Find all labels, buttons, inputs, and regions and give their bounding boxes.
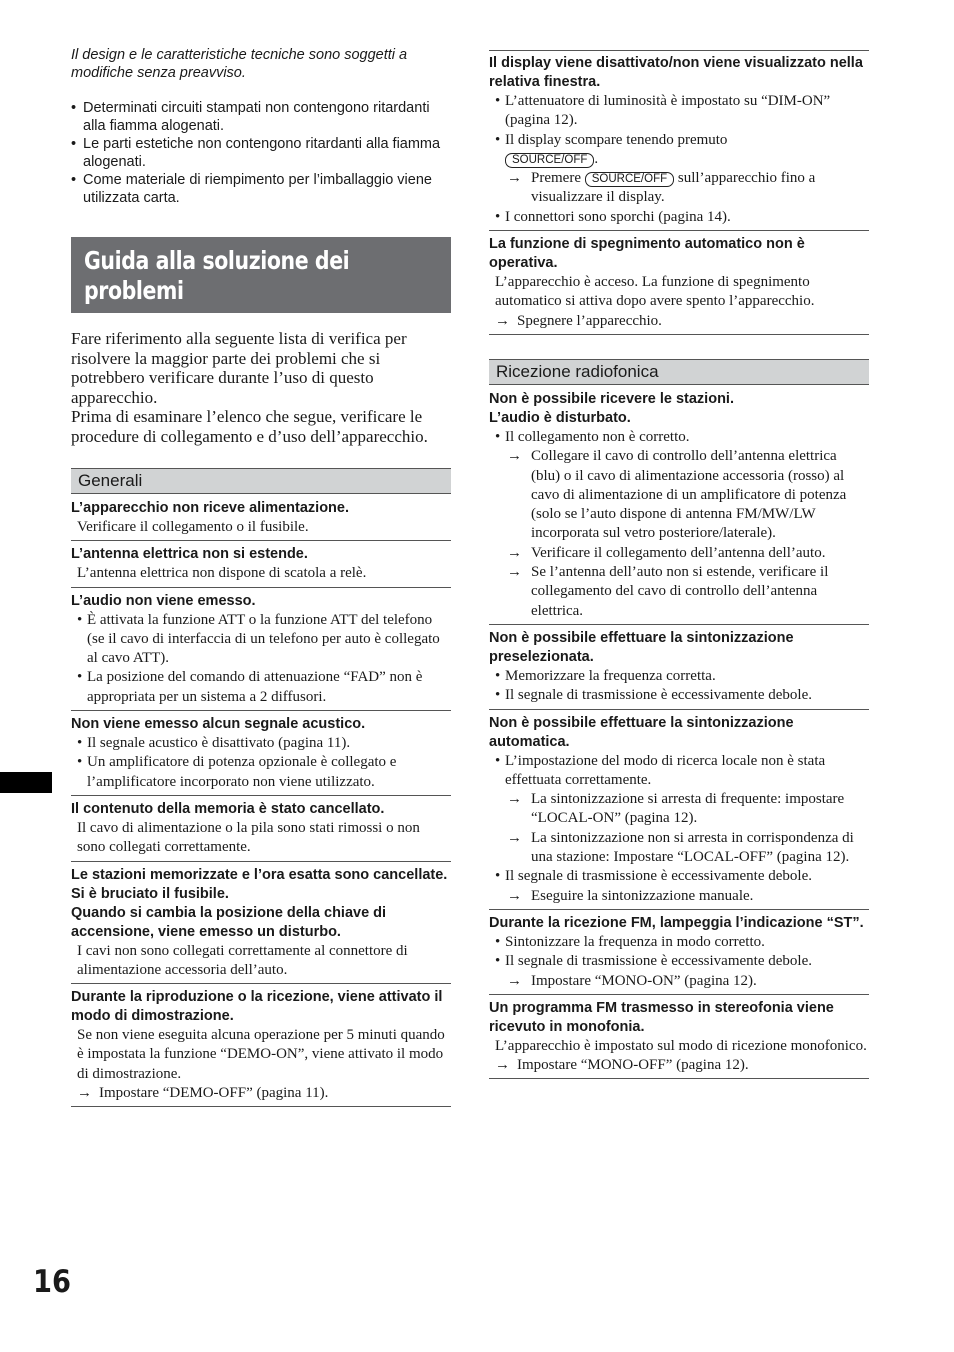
troubleshoot-entry bbox=[71, 798, 451, 862]
list-item: • Le parti estetiche non contengono ritardanti alla fiamma alogenati. bbox=[71, 135, 451, 171]
title-banner bbox=[71, 237, 451, 313]
troubleshoot-entry bbox=[489, 388, 869, 625]
remedy-step bbox=[489, 447, 869, 543]
troubleshoot-entry bbox=[71, 864, 451, 985]
remedy-text: Collegare il cavo di controllo dell’antenna elettrica (blu) o il cavo di alimentazione accessoria (rosso) al cavo di alimentazione di un amplificatore di potenza (solo se l’auto dispone di antenna FM/MW/LW incorporata sul vetro posteriore/laterale). bbox=[531, 448, 847, 542]
cause-bullet: • Sintonizzare la frequenza in modo corretto. bbox=[489, 933, 869, 952]
cause-bullet: • I connettori sono sporchi (pagina 14). bbox=[489, 208, 869, 227]
cause-bullet: • L’attenuatore di luminosità è impostato su “DIM-ON” (pagina 12). bbox=[489, 92, 869, 131]
problem-heading: Un programma FM trasmesso in stereofonia viene ricevuto in monofonia. bbox=[489, 999, 834, 1035]
section-heading-generali: Generali bbox=[71, 468, 451, 494]
left-column bbox=[71, 46, 451, 1109]
remedy-step bbox=[489, 829, 869, 868]
troubleshoot-entry bbox=[71, 497, 451, 541]
arrow-icon: → bbox=[495, 1057, 510, 1074]
arrow-icon: → bbox=[507, 544, 522, 561]
cause-bullet: • L’impostazione del modo di ricerca locale non è stata effettuata correttamente. bbox=[489, 752, 869, 791]
cause-text: Il display scompare tenendo premuto bbox=[505, 131, 728, 148]
problem-heading: L’audio non viene emesso. bbox=[71, 592, 256, 609]
troubleshoot-entry bbox=[489, 50, 869, 231]
problem-heading: Durante la ricezione FM, lampeggia l’indicazione “ST”. bbox=[489, 914, 864, 931]
page-number: 16 bbox=[33, 1264, 71, 1300]
solution-text: L’apparecchio è impostato sul modo di ricezione monofonico. bbox=[495, 1037, 867, 1054]
disclaimer: Il design e le caratteristiche tecniche sono soggetti a modifiche senza preavviso. bbox=[71, 47, 408, 81]
remedy-text: Impostare “MONO-ON” (pagina 12). bbox=[531, 972, 757, 989]
arrow-icon: → bbox=[507, 829, 522, 846]
section-edge-tab bbox=[0, 772, 52, 793]
arrow-icon: → bbox=[495, 312, 510, 329]
problem-heading: Non è possibile effettuare la sintonizzazione preselezionata. bbox=[489, 629, 794, 665]
remedy-text: Impostare “MONO-OFF” (pagina 12). bbox=[517, 1057, 749, 1074]
remedy-step bbox=[489, 563, 869, 621]
cause-bullet: • Il segnale di trasmissione è eccessivamente debole. bbox=[489, 686, 869, 705]
solution-text: I cavi non sono collegati correttamente al connettore di alimentazione accessoria dell’auto. bbox=[77, 942, 408, 978]
page-title-line: Guida alla soluzione dei bbox=[84, 246, 350, 275]
cause-bullet: • Il display scompare tenendo premuto SOURCE/OFF . bbox=[489, 131, 869, 170]
cause-bullet: • È attivata la funzione ATT o la funzione ATT del telefono (se il cavo di interfaccia di un telefono per auto è collegato al cavo ATT). bbox=[71, 611, 451, 669]
remedy-step bbox=[489, 887, 869, 906]
list-item: • Come materiale di riempimento per l’imballaggio viene utilizzata carta. bbox=[71, 171, 451, 207]
problem-heading: Si è bruciato il fusibile. bbox=[71, 885, 229, 902]
arrow-icon: → bbox=[507, 170, 522, 187]
cause-bullet: • La posizione del comando di attenuazione “FAD” non è appropriata per un sistema a 2 diffusori. bbox=[71, 668, 451, 707]
troubleshoot-entry bbox=[489, 912, 869, 995]
arrow-icon: → bbox=[507, 564, 522, 581]
problem-heading: Non viene emesso alcun segnale acustico. bbox=[71, 716, 366, 733]
source-off-button-label: SOURCE/OFF bbox=[585, 172, 674, 187]
troubleshoot-entry bbox=[489, 712, 869, 910]
troubleshoot-entry bbox=[71, 590, 451, 711]
problem-heading: La funzione di spegnimento automatico non è operativa. bbox=[489, 236, 805, 272]
remedy-text: Impostare “DEMO-OFF” (pagina 11). bbox=[99, 1085, 329, 1102]
problem-heading: Non è possibile ricevere le stazioni. bbox=[489, 390, 734, 407]
remedy-step bbox=[489, 1056, 869, 1075]
solution-text: L’apparecchio è acceso. La funzione di spegnimento automatico si attiva dopo avere spento l’apparecchio. bbox=[495, 274, 815, 310]
troubleshoot-entry bbox=[71, 986, 451, 1107]
remedy-step bbox=[71, 1084, 451, 1103]
problem-heading: L’audio è disturbato. bbox=[489, 409, 631, 426]
arrow-icon: → bbox=[507, 972, 522, 989]
arrow-icon: → bbox=[507, 791, 522, 808]
problem-heading: Non è possibile effettuare la sintonizzazione automatica. bbox=[489, 714, 794, 750]
problem-heading: Il contenuto della memoria è stato cancellato. bbox=[71, 800, 385, 817]
right-column bbox=[489, 50, 869, 1081]
intro-paragraph bbox=[71, 329, 451, 446]
arrow-icon: → bbox=[77, 1085, 92, 1102]
cause-bullet: • Il segnale di trasmissione è eccessivamente debole. bbox=[489, 867, 869, 886]
solution-text: Il cavo di alimentazione o la pila sono stati rimossi o non sono collegati correttamente. bbox=[77, 819, 420, 856]
environmental-notes bbox=[71, 99, 451, 207]
solution-text: Verificare il collegamento o il fusibile. bbox=[77, 519, 309, 535]
remedy-text: Premere bbox=[531, 170, 581, 187]
remedy-text: Eseguire la sintonizzazione manuale. bbox=[531, 887, 754, 904]
remedy-text: sull’apparecchio fino a visualizzare il display. bbox=[531, 170, 816, 206]
troubleshoot-entry bbox=[489, 233, 869, 335]
problem-heading: Le stazioni memorizzate e l’ora esatta sono cancellate. bbox=[71, 866, 448, 883]
remedy-text: La sintonizzazione non si arresta in corrispondenza di una stazione: Impostare “LOCAL-OFF” (pagina 12). bbox=[531, 829, 854, 866]
troubleshoot-entry bbox=[71, 543, 451, 587]
arrow-icon: → bbox=[507, 448, 522, 465]
remedy-step bbox=[489, 544, 869, 563]
intro-text: Prima di esaminare l’elenco che segue, verificare le procedure di collegamento e d’uso dell’apparecchio. bbox=[71, 407, 428, 446]
remedy-step bbox=[489, 169, 869, 208]
arrow-icon: → bbox=[507, 887, 522, 904]
section-heading-ricezione: Ricezione radiofonica bbox=[489, 359, 869, 385]
source-off-button-label: SOURCE/OFF bbox=[505, 153, 594, 168]
remedy-step bbox=[489, 972, 869, 991]
troubleshoot-entry bbox=[71, 713, 451, 796]
page-title-line: problemi bbox=[84, 276, 184, 305]
problem-heading: Quando si cambia la posizione della chiave di accensione, viene emesso un disturbo. bbox=[71, 904, 387, 940]
solution-text: L’antenna elettrica non dispone di scatola a relè. bbox=[77, 565, 367, 582]
page-title bbox=[84, 246, 374, 306]
cause-bullet: • Il segnale acustico è disattivato (pagina 11). bbox=[71, 734, 451, 753]
remedy-text: Se l’antenna dell’auto non si estende, verificare il collegamento del cavo di controllo dell’antenna elettrica. bbox=[531, 564, 829, 619]
cause-bullet: • Il segnale di trasmissione è eccessivamente debole. bbox=[489, 952, 869, 971]
intro-text: Fare riferimento alla seguente lista di verifica per risolvere la maggior parte dei problemi che si potrebbero verificare durante l’uso di questo apparecchio. bbox=[71, 329, 407, 407]
solution-text: Se non viene eseguita alcuna operazione per 5 minuti quando è impostata la funzione “DEMO-ON”, viene attivato il modo di dimostrazione. bbox=[77, 1027, 445, 1082]
cause-bullet: • Il collegamento non è corretto. bbox=[489, 428, 869, 447]
problem-heading: Durante la riproduzione o la ricezione, viene attivato il modo di dimostrazione. bbox=[71, 989, 443, 1025]
list-item: • Determinati circuiti stampati non contengono ritardanti alla fiamma alogenati. bbox=[71, 99, 451, 135]
problem-heading: L’apparecchio non riceve alimentazione. bbox=[71, 500, 350, 516]
troubleshoot-entry bbox=[489, 997, 869, 1080]
cause-bullet: • Un amplificatore di potenza opzionale è collegato e l’amplificatore incorporato non viene utilizzato. bbox=[71, 753, 451, 792]
remedy-step bbox=[489, 790, 869, 829]
troubleshoot-entry bbox=[489, 627, 869, 710]
problem-heading: Il display viene disattivato/non viene visualizzato nella relativa finestra. bbox=[489, 55, 863, 90]
remedy-text: Verificare il collegamento dell’antenna dell’auto. bbox=[531, 544, 826, 561]
remedy-step bbox=[489, 312, 869, 331]
remedy-text: Spegnere l’apparecchio. bbox=[517, 312, 662, 329]
problem-heading: L’antenna elettrica non si estende. bbox=[71, 546, 308, 563]
cause-bullet: • Memorizzare la frequenza corretta. bbox=[489, 667, 869, 686]
remedy-text: La sintonizzazione si arresta di frequente: impostare “LOCAL-ON” (pagina 12). bbox=[531, 791, 845, 827]
